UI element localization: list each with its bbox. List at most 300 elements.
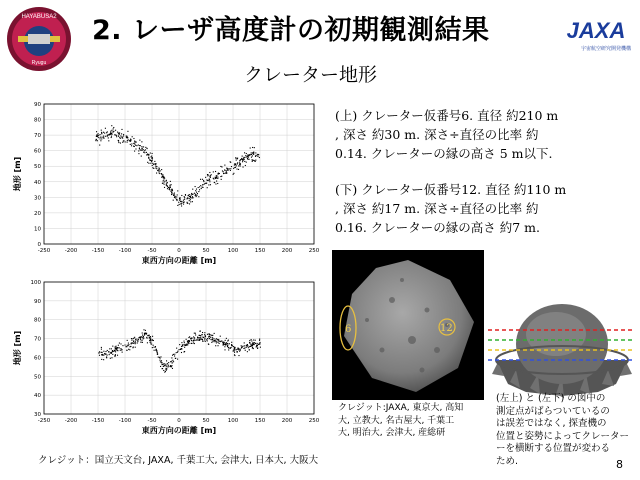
data-point [146, 154, 147, 155]
data-point [230, 170, 231, 171]
y-tick-label: 50 [34, 374, 41, 381]
data-point [182, 345, 183, 346]
data-point [136, 142, 137, 143]
data-point [217, 177, 218, 178]
crater12-label: 12 [440, 323, 453, 334]
data-point [141, 141, 142, 142]
data-point [220, 176, 221, 177]
data-point [194, 339, 195, 340]
data-point [146, 333, 147, 334]
data-point [233, 350, 234, 351]
data-point [122, 142, 123, 143]
data-point [173, 361, 174, 362]
data-point [213, 178, 214, 179]
logo-left-text-top: HAYABUSA2 [21, 14, 57, 20]
data-point [97, 140, 98, 141]
data-point [109, 348, 110, 349]
data-point [98, 133, 99, 134]
logo-left-text-bottom: Ryugu [31, 60, 47, 66]
data-point [204, 332, 205, 333]
data-point [136, 145, 137, 146]
data-point [111, 125, 112, 126]
data-point [192, 201, 193, 202]
data-point [185, 194, 186, 195]
data-point [126, 137, 127, 138]
data-point [217, 339, 218, 340]
data-point [230, 347, 231, 348]
data-point [102, 352, 103, 353]
data-point [205, 183, 206, 184]
y-axis-label: 地形 [m] [13, 156, 22, 192]
data-point [236, 169, 237, 170]
data-point [126, 350, 127, 351]
data-point [217, 342, 218, 343]
data-point [177, 351, 178, 352]
data-point [125, 141, 126, 142]
data-point [160, 356, 161, 357]
data-point [164, 187, 165, 188]
data-point [231, 166, 232, 167]
data-point [240, 166, 241, 167]
data-point [126, 136, 127, 137]
data-point [194, 333, 195, 334]
data-point [164, 363, 165, 364]
data-point [152, 163, 153, 164]
data-point [206, 339, 207, 340]
crater6-description-line: , 深さ 約30 m. 深さ÷直径の比率 約 [335, 127, 539, 142]
data-point [173, 195, 174, 196]
data-point [255, 152, 256, 153]
data-point [118, 136, 119, 137]
data-point [212, 337, 213, 338]
data-point [140, 337, 141, 338]
data-point [111, 136, 112, 137]
data-point [197, 337, 198, 338]
data-point [132, 136, 133, 137]
data-point [119, 134, 120, 135]
data-point [133, 138, 134, 139]
data-point [200, 185, 201, 186]
data-point [221, 166, 222, 167]
data-point [150, 163, 151, 164]
jaxa-logo-text: JAXA [566, 18, 626, 43]
data-point [247, 344, 248, 345]
data-point [157, 352, 158, 353]
data-point [244, 161, 245, 162]
data-point [158, 357, 159, 358]
data-point [101, 354, 102, 355]
data-point [98, 352, 99, 353]
y-tick-label: 20 [34, 210, 41, 217]
data-point [169, 186, 170, 187]
data-point [137, 340, 138, 341]
y-tick-label: 70 [34, 133, 41, 140]
data-point [139, 337, 140, 338]
data-point [192, 196, 193, 197]
data-point [233, 174, 234, 175]
data-point [259, 157, 260, 158]
data-point [157, 354, 158, 355]
data-point [191, 338, 192, 339]
data-point [253, 339, 254, 340]
data-point [236, 165, 237, 166]
y-tick-label: 70 [34, 336, 41, 343]
data-point [118, 345, 119, 346]
data-point [104, 133, 105, 134]
data-point [183, 200, 184, 201]
data-point [222, 170, 223, 171]
x-tick-label: -200 [64, 418, 78, 424]
data-point [247, 158, 248, 159]
data-point [131, 143, 132, 144]
data-point [193, 336, 194, 337]
data-point [174, 355, 175, 356]
x-tick-label: 50 [202, 418, 210, 424]
data-point [242, 161, 243, 162]
x-tick-label: -50 [147, 418, 157, 424]
ryugu-image [332, 250, 484, 400]
data-point [144, 335, 145, 336]
data-point [186, 345, 187, 346]
data-point [255, 155, 256, 156]
data-point [251, 152, 252, 153]
data-point [232, 345, 233, 346]
data-point [170, 365, 171, 366]
data-point [194, 343, 195, 344]
data-point [212, 341, 213, 342]
data-point [117, 355, 118, 356]
data-point [102, 355, 103, 356]
data-point [113, 131, 114, 132]
data-point [151, 161, 152, 162]
data-point [133, 340, 134, 341]
data-point [209, 172, 210, 173]
data-point [123, 135, 124, 136]
data-point [236, 351, 237, 352]
data-point [155, 167, 156, 168]
data-point [151, 344, 152, 345]
data-point [249, 155, 250, 156]
crater12-description [335, 180, 635, 237]
data-point [249, 349, 250, 350]
data-point [252, 147, 253, 148]
data-point [186, 339, 187, 340]
data-point [192, 194, 193, 195]
data-point [188, 340, 189, 341]
data-point [149, 337, 150, 338]
data-point [237, 163, 238, 164]
data-point [168, 362, 169, 363]
data-point [122, 349, 123, 350]
data-point [152, 153, 153, 154]
data-point [237, 349, 238, 350]
data-point [135, 343, 136, 344]
data-point [183, 344, 184, 345]
x-tick-label: 100 [227, 248, 239, 254]
x-tick-label: 0 [177, 418, 181, 424]
data-point [135, 347, 136, 348]
y-tick-label: 50 [34, 164, 41, 171]
data-point [229, 168, 230, 169]
data-point [191, 340, 192, 341]
data-point [128, 349, 129, 350]
data-point [163, 179, 164, 180]
data-point [252, 343, 253, 344]
data-point [227, 346, 228, 347]
data-point [123, 134, 124, 135]
data-point [158, 167, 159, 168]
data-point [211, 342, 212, 343]
data-point [226, 338, 227, 339]
data-point [246, 347, 247, 348]
data-point [172, 360, 173, 361]
data-point [242, 156, 243, 157]
data-point [209, 333, 210, 334]
data-point [118, 140, 119, 141]
data-point [118, 132, 119, 133]
data-point [176, 348, 177, 349]
y-tick-label: 10 [34, 226, 41, 233]
y-tick-label: 80 [34, 317, 41, 324]
crater6-description-line: (上) クレーター仮番号6. 直径 約210 m [335, 108, 559, 123]
data-point [187, 344, 188, 345]
data-point [251, 345, 252, 346]
data-point [100, 137, 101, 138]
data-point [172, 362, 173, 363]
data-point [144, 333, 145, 334]
data-point [224, 165, 225, 166]
data-point [209, 338, 210, 339]
data-point [166, 180, 167, 181]
slide-title: 2. レーザ高度計の初期観測結果 [92, 15, 490, 46]
data-point [212, 339, 213, 340]
data-point [110, 132, 111, 133]
data-point [251, 339, 252, 340]
data-point [105, 136, 106, 137]
data-point [186, 198, 187, 199]
data-point [111, 357, 112, 358]
data-point [127, 345, 128, 346]
data-point [144, 152, 145, 153]
data-point [145, 147, 146, 148]
data-point [110, 131, 111, 132]
data-point [100, 134, 101, 135]
data-point [142, 332, 143, 333]
data-point [221, 179, 222, 180]
data-point [210, 184, 211, 185]
data-point [198, 191, 199, 192]
data-point [111, 130, 112, 131]
data-point [250, 147, 251, 148]
data-point [189, 200, 190, 201]
data-point [112, 351, 113, 352]
data-point [162, 368, 163, 369]
data-point [152, 336, 153, 337]
data-point [209, 179, 210, 180]
data-point [244, 159, 245, 160]
data-point [234, 347, 235, 348]
data-point [188, 337, 189, 338]
data-point [237, 162, 238, 163]
data-point [147, 162, 148, 163]
data-point [102, 137, 103, 138]
data-point [245, 157, 246, 158]
data-point [171, 194, 172, 195]
data-point [237, 158, 238, 159]
data-point [149, 340, 150, 341]
data-point [217, 178, 218, 179]
data-point [240, 160, 241, 161]
data-point [108, 351, 109, 352]
data-point [128, 345, 129, 346]
data-point [199, 331, 200, 332]
data-point [128, 343, 129, 344]
data-point [166, 185, 167, 186]
data-point [184, 197, 185, 198]
data-point [110, 133, 111, 134]
data-point [96, 136, 97, 137]
data-point [243, 157, 244, 158]
data-point [159, 357, 160, 358]
data-point [247, 346, 248, 347]
data-point [220, 341, 221, 342]
data-point [119, 342, 120, 343]
data-point [224, 349, 225, 350]
data-point [208, 184, 209, 185]
data-point [170, 181, 171, 182]
data-point [143, 336, 144, 337]
data-point [181, 203, 182, 204]
data-point [103, 359, 104, 360]
data-point [223, 173, 224, 174]
data-point [169, 187, 170, 188]
data-point [215, 171, 216, 172]
x-tick-label: -100 [118, 248, 132, 254]
data-point [187, 341, 188, 342]
data-point [244, 342, 245, 343]
data-point [152, 340, 153, 341]
x-tick-label: -150 [91, 418, 105, 424]
data-point [204, 334, 205, 335]
data-point [219, 343, 220, 344]
data-point [225, 170, 226, 171]
data-point [140, 145, 141, 146]
data-point [181, 201, 182, 202]
data-point [167, 363, 168, 364]
asteroid-credit-line: 大, 立教大, 名古屋大, 千葉工 [338, 415, 455, 426]
data-point [124, 345, 125, 346]
data-point [130, 141, 131, 142]
data-point [194, 193, 195, 194]
data-point [174, 354, 175, 355]
data-point [199, 340, 200, 341]
data-point [163, 177, 164, 178]
x-tick-label: -200 [64, 248, 78, 254]
data-point [190, 201, 191, 202]
data-point [118, 142, 119, 143]
data-point [198, 340, 199, 341]
data-point [103, 138, 104, 139]
data-point [143, 152, 144, 153]
data-point [135, 339, 136, 340]
data-point [127, 137, 128, 138]
data-point [116, 348, 117, 349]
data-point [166, 184, 167, 185]
data-point [173, 354, 174, 355]
data-point [202, 179, 203, 180]
data-point [240, 164, 241, 165]
data-point [179, 198, 180, 199]
data-point [233, 349, 234, 350]
data-point [153, 164, 154, 165]
data-point [244, 152, 245, 153]
data-point [112, 354, 113, 355]
data-point [199, 335, 200, 336]
data-point [147, 342, 148, 343]
data-point [236, 160, 237, 161]
data-point [246, 153, 247, 154]
data-point [216, 338, 217, 339]
data-point [115, 354, 116, 355]
crater6-description [335, 106, 635, 163]
data-point [103, 351, 104, 352]
data-point [171, 357, 172, 358]
data-point [207, 180, 208, 181]
data-point [163, 370, 164, 371]
data-point [196, 189, 197, 190]
data-point [99, 145, 100, 146]
data-point [128, 344, 129, 345]
y-axis-label: 地形 [m] [13, 330, 22, 366]
hayabusa2-logo-icon [6, 6, 72, 72]
scatter-explanation-note [496, 393, 634, 468]
data-point [192, 189, 193, 190]
data-point [110, 358, 111, 359]
crater12-description-line: 0.16. クレーターの縁の高さ 約7 m. [335, 220, 541, 235]
data-point [260, 347, 261, 348]
data-point [183, 204, 184, 205]
data-point [241, 347, 242, 348]
data-point [149, 342, 150, 343]
data-point [130, 144, 131, 145]
data-point [209, 180, 210, 181]
data-point [248, 155, 249, 156]
data-point [134, 142, 135, 143]
data-point [161, 173, 162, 174]
data-point [227, 344, 228, 345]
data-point [193, 340, 194, 341]
data-point [207, 340, 208, 341]
data-point [166, 182, 167, 183]
data-point [161, 362, 162, 363]
data-point [123, 140, 124, 141]
data-point [129, 349, 130, 350]
data-point [155, 163, 156, 164]
data-point [181, 348, 182, 349]
data-point [150, 339, 151, 340]
data-point [211, 174, 212, 175]
data-point [231, 342, 232, 343]
x-axis-label: 東西方向の距離 [m] [141, 426, 217, 435]
data-point [218, 339, 219, 340]
data-point [255, 160, 256, 161]
data-point [119, 347, 120, 348]
data-point [226, 168, 227, 169]
data-point [218, 340, 219, 341]
data-point [198, 187, 199, 188]
x-tick-label: -100 [118, 418, 132, 424]
data-point [210, 175, 211, 176]
